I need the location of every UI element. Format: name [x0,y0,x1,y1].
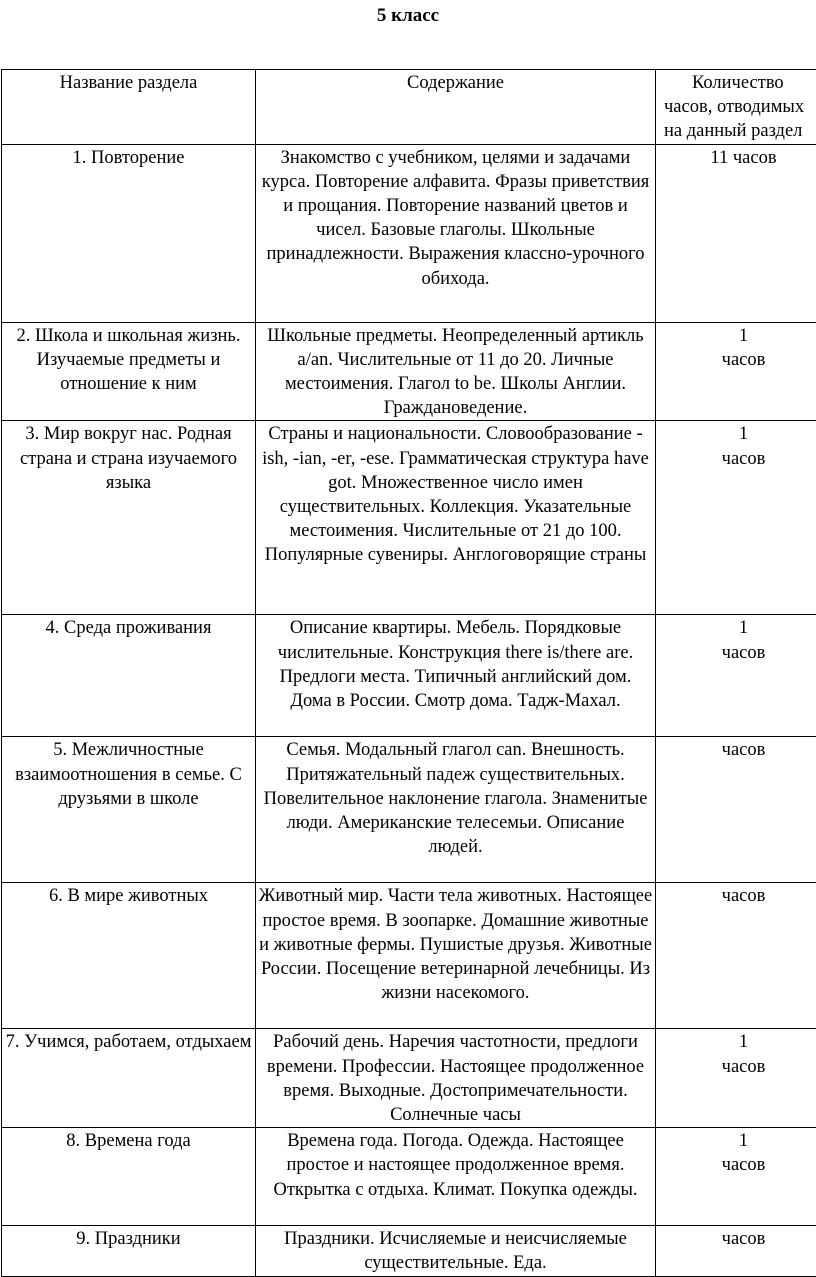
table-row [2,1029,816,1128]
row-section: 5. Межличностные взаимоотношения в семье. С друзьями в школе [2,737,256,883]
header-content: Содержание [256,70,656,145]
row-hours [656,322,816,421]
row-content: Семья. Модальный глагол can. Внешность. Притяжательный падеж существительных. Повелительное наклонение глагола. Знаменитые люди. Американские телесемьи. Описание людей. [256,737,656,883]
row-hours [656,737,816,883]
row-hours-line: часов [658,1227,816,1251]
row-hours [656,1128,816,1226]
row-hours-line: 1 [658,422,816,446]
row-hours-line: часов [658,641,816,665]
table-row [2,737,816,883]
table-header-row [2,70,816,145]
row-content: Школьные предметы. Неопределенный артикль a/an. Числительные от 11 до 20. Личные местоимения. Глагол to be. Школы Англии. Граждановедение. [256,322,656,421]
row-section: 4. Среда проживания [2,615,256,737]
header-hours-line: часов, отводимых [664,95,816,119]
row-section: 9. Праздники [2,1226,256,1276]
page-title: 5 класс [0,0,816,29]
row-hours [656,421,816,615]
row-hours [656,1226,816,1276]
table-row [2,883,816,1029]
row-content: Знакомство с учебником, целями и задачами курса. Повторение алфавита. Фразы приветствия и прощания. Повторение названий цветов и чисел. Базовые глаголы. Школьные принадлежности. Выражения классно-урочного обихода. [256,144,656,322]
row-section: 7. Учимся, работаем, отдыхаем [2,1029,256,1128]
header-section: Название раздела [2,70,256,145]
row-hours-line: часов [658,884,816,908]
table-row [2,1128,816,1226]
row-hours [656,615,816,737]
curriculum-table [1,69,816,1277]
table-row [2,322,816,421]
row-section: 6. В мире животных [2,883,256,1029]
row-hours [656,1029,816,1128]
row-hours-line: часов [658,738,816,762]
row-section: 3. Мир вокруг нас. Родная страна и страна изучаемого языка [2,421,256,615]
table-row [2,421,816,615]
row-hours [656,883,816,1029]
row-hours-line: 1 [658,324,816,348]
table-row [2,144,816,322]
header-hours [656,70,816,145]
row-section: 2. Школа и школьная жизнь. Изучаемые предметы и отношение к ним [2,322,256,421]
row-content: Страны и национальности. Словообразование -ish, -ian, -er, -ese. Грамматическая структура have got. Множественное число имен существительных. Коллекция. Указательные местоимения. Числительные от 21 до 100. Популярные сувениры. Англоговорящие страны [256,421,656,615]
row-hours-line: 1 [658,1129,816,1153]
row-section: 8. Времена года [2,1128,256,1226]
row-hours-line: часов [658,1153,816,1177]
header-hours-line: на данный раздел [664,119,816,143]
row-content: Праздники. Исчисляемые и неисчисляемые существительные. Еда. [256,1226,656,1276]
header-hours-line: Количество [664,71,816,95]
row-hours-line: часов [658,1055,816,1079]
row-content: Рабочий день. Наречия частотности, предлоги времени. Профессии. Настоящее продолженное время. Выходные. Достопримечательности. Солнечные часы [256,1029,656,1128]
table-row [2,615,816,737]
table-row [2,1226,816,1276]
row-hours-line: часов [658,348,816,372]
row-hours-line: 1 [658,1030,816,1054]
row-section: 1. Повторение [2,144,256,322]
row-hours [656,144,816,322]
row-content: Описание квартиры. Мебель. Порядковые числительные. Конструкция there is/there are. Предлоги места. Типичный английский дом. Дома в России. Смотр дома. Тадж-Махал. [256,615,656,737]
row-content: Времена года. Погода. Одежда. Настоящее простое и настоящее продолженное время. Открытка с отдыха. Климат. Покупка одежды. [256,1128,656,1226]
row-hours-line: 11 часов [658,146,816,170]
row-hours-line: 1 [658,616,816,640]
row-content: Животный мир. Части тела животных. Настоящее простое время. В зоопарке. Домашние животные и животные фермы. Пушистые друзья. Животные России. Посещение ветеринарной лечебницы. Из жизни насекомого. [256,883,656,1029]
row-hours-line: часов [658,447,816,471]
